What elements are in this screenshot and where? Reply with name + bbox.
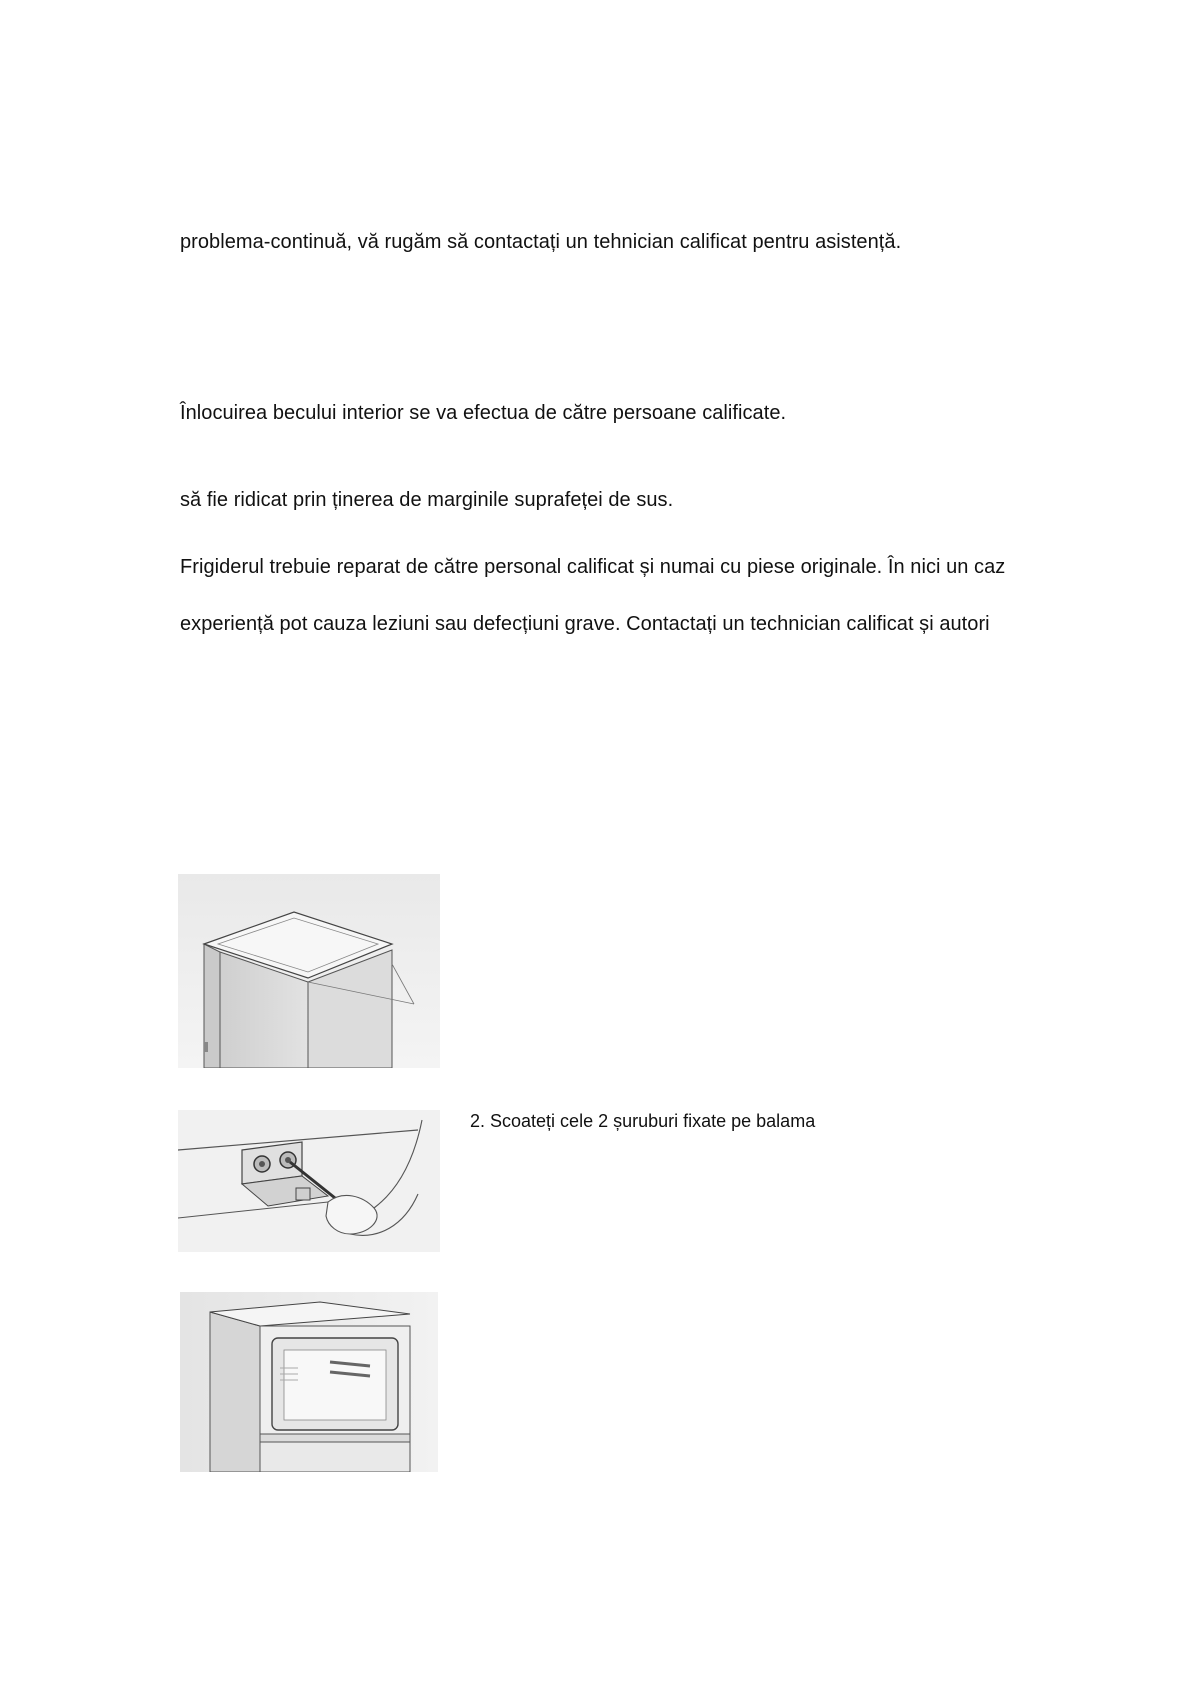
paragraph-experience-warning: experiență pot cauza leziuni sau defecțiuni grave. Contactați un technician calificat și autori [180, 613, 990, 635]
illustration-remove-hinge-screws [178, 1110, 440, 1252]
illustration-fridge-open-compartment [180, 1292, 438, 1472]
paragraph-repair-qualified: Frigiderul trebuie reparat de către personal calificat și numai cu piese originale. În nici un caz [180, 556, 1006, 578]
step-2-caption: 2. Scoateți cele 2 șuruburi fixate pe balama [470, 1111, 816, 1131]
paragraph-technician-assistance: problema-continuă, vă rugăm să contactați un tehnician calificat pentru asistență. [180, 231, 902, 253]
paragraph-lift-top-surface: să fie ridicat prin ținerea de marginile suprafeței de sus. [180, 489, 674, 511]
paragraph-bulb-replacement: Înlocuirea becului interior se va efectua de către persoane calificate. [180, 402, 787, 424]
illustration-fridge-top-cover [178, 874, 440, 1068]
